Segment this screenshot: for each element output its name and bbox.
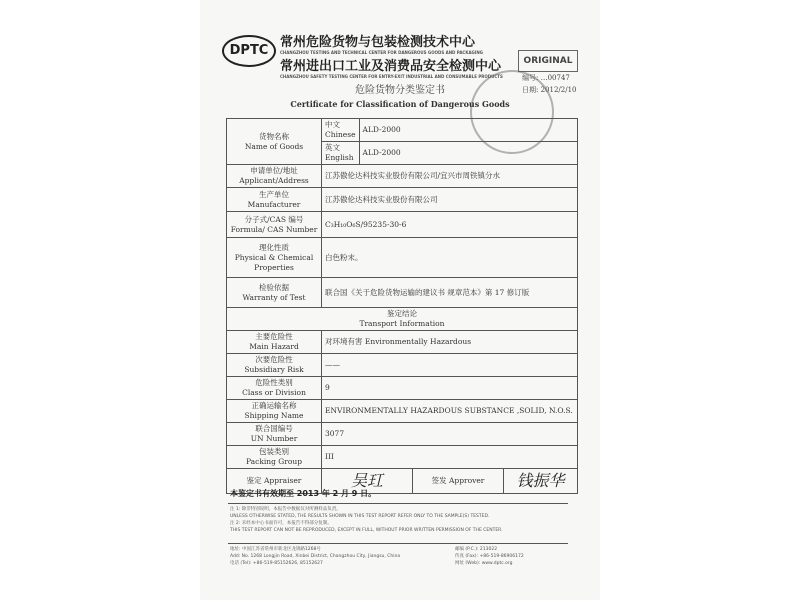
footer-contact: 邮编 (P.C.): 213022 传真 (Fax): +86-519-86906172 网址 (Web): www.dptc.org bbox=[455, 547, 524, 566]
validity-note: 本鉴定书有效期至 2013 年 2 月 9 日。 bbox=[230, 489, 377, 498]
table-row: 理化性质 Physical & Chemical Properties 白色粉末。 bbox=[227, 238, 578, 278]
title-chinese: 危险货物分类鉴定书 bbox=[355, 85, 445, 96]
table-row: 联合国编号 UN Number 3077 bbox=[227, 423, 578, 446]
transport-header: 鉴定结论 Transport Information bbox=[227, 308, 578, 331]
table-row: 检验依据 Warranty of Test 联合国《关于危险货物运输的建议书 规章范本》第 17 修订版 bbox=[227, 278, 578, 308]
table-row: 危险性类别 Class or Division 9 bbox=[227, 377, 578, 400]
table-row: 正确运输名称 Shipping Name ENVIRONMENTALLY HAZARDOUS SUBSTANCE ,SOLID, N.O.S. bbox=[227, 400, 578, 423]
divider bbox=[228, 543, 568, 544]
table-row: 分子式/CAS 编号 Formula/ CAS Number C₃H₁₀O₆S/95235-30-6 bbox=[227, 212, 578, 238]
original-stamp: ORIGINAL bbox=[518, 50, 578, 72]
table-row: 申请单位/地址 Applicant/Address 江苏傲伦达科技实业股份有限公司/宜兴市周铁镇分水 bbox=[227, 165, 578, 188]
approver-signature: 钱振华 bbox=[516, 471, 565, 490]
dptc-logo: DPTC bbox=[222, 35, 276, 67]
table-row: 生产单位 Manufacturer 江苏傲伦达科技实业股份有限公司 bbox=[227, 188, 578, 212]
footer-notes: 注 1: 除非特别说明，本报告中数据仅对所测样品负责。 UNLESS OTHERWISE STATED, THE RESULTS SHOWN IN THIS TEST REPORT REFER ONLY TO THE SAMPLE(S) TESTED. 注 2: 未经本中心书面许可，本报告不得部分复制。 THIS TEST REPORT CAN NOT BE REPRODUCED, EXCEPT IN FULL, WITHOUT PRIOR WRITTEN PERMISSION OF THE CENTER. bbox=[230, 507, 503, 533]
signature-row: 鉴定 Appraiser 吴玒 签发 Approver 钱振华 bbox=[227, 469, 578, 494]
table-row: 次要危险性 Subsidiary Risk —— bbox=[227, 354, 578, 377]
title-english: Certificate for Classification of Dangerous Goods bbox=[290, 99, 510, 109]
certificate-info: 编号: …00747 日期: 2012/2/10 bbox=[522, 74, 577, 94]
certificate-table: 货物名称 Name of Goods 中文 Chinese ALD-2000 英文 English ALD-2000 申请单位/地址 Applicant/Address 江苏傲伦达科技实业股份有限公司/宜兴市周铁镇分水 生产单位 Manufacturer 江苏傲伦达科技实业股份有限公司 分子式/CAS 编号 Formula/ CAS Number C₃H₁₀O₆S/95235-30-6 理化性质 Physical & Chemical Properties 白色粉末。 检验依据 Warranty of Test 联合国《关于危险货物运输的建议书 规章范本》第 17 修订版 鉴定结论 Transport Information 主要危险性 Main Hazard 对环境有害 Environmentally Hazardous 次要危险性 Subsidiary Risk —— 危险性类别 Class or Division 9 正确运输名称 Shipping Name ENVIRONMENTALLY HAZARDOUS SUBSTANCE ,SOLID, N.O.S. 联合国编号 UN Number 3077 包装类别 Packing Group III 鉴定 Appraiser 吴玒 签发 Approver 钱振华 bbox=[226, 118, 578, 494]
appraiser-signature: 吴玒 bbox=[350, 471, 383, 490]
table-row: 包装类别 Packing Group III bbox=[227, 446, 578, 469]
footer-address: 地址: 中国江苏省常州市新北区龙锦路1268号 Add: No. 1268 Longjin Road, Xinbei District, Changzhou City, Jiangsu, China 电话 (Tel): +86-519-85152626, 85152627 bbox=[230, 547, 401, 566]
table-row: 主要危险性 Main Hazard 对环境有害 Environmentally Hazardous bbox=[227, 331, 578, 354]
divider bbox=[228, 503, 568, 504]
organization-names: 常州危险货物与包装检测技术中心 CHANGZHOU TESTING AND TECHNICAL CENTER FOR DANGEROUS GOODS AND PACKAGING 常州进出口工业及消费品安全检测中心 CHANGZHOU SAFETY TESTING CENTER FOR ENTRY-EXIT INDUSTRIAL AND CONSUMABLE PRODUCTS bbox=[280, 35, 503, 79]
